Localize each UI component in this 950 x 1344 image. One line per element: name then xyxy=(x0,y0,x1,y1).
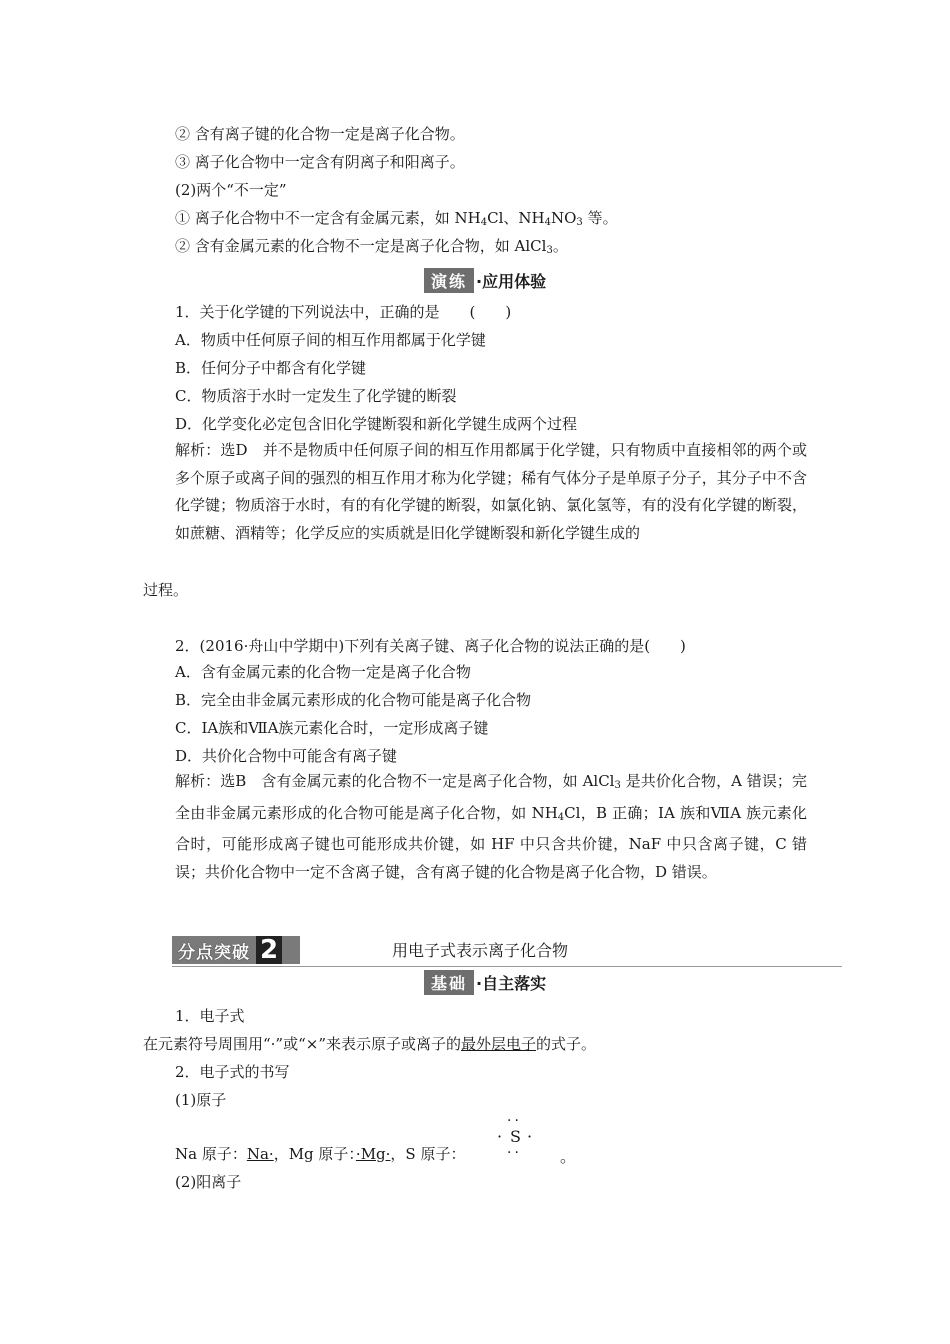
explanation xyxy=(143,437,807,547)
option-b: B．任何分子中都含有化学键 xyxy=(175,359,367,377)
s-dot-left: · xyxy=(497,1127,503,1146)
electron-formula-line xyxy=(175,1144,465,1164)
text-part: 等。 xyxy=(582,209,618,227)
underlined-term: 最外层电子 xyxy=(461,1035,537,1053)
subscript: 4 xyxy=(544,217,551,228)
na-label: Na 原子： xyxy=(175,1145,247,1163)
text-line xyxy=(175,236,568,261)
text-part: 。 xyxy=(552,237,568,255)
subscript: 4 xyxy=(557,811,565,823)
text-line: ② 含有离子键的化合物一定是离子化合物。 xyxy=(175,125,465,143)
banner-tag: 基础 xyxy=(424,970,474,995)
text-part: ② 含有金属元素的化合物不一定是离子化合物，如 AlCl xyxy=(175,237,547,255)
question-stem: 2．(2016·舟山中学期中)下列有关离子键、离子化合物的说法正确的是( ) xyxy=(175,637,686,655)
option-c: C．物质溶于水时一定发生了化学键的断裂 xyxy=(175,387,457,405)
definition xyxy=(143,1034,596,1054)
question-stem: 1．关于化学键的下列说法中，正确的是 ( ) xyxy=(175,303,512,321)
mg-label: ，Mg 原子： xyxy=(273,1145,356,1163)
option-b: B．完全由非金属元素形成的化合物可能是离子化合物 xyxy=(175,691,532,709)
heading: (1)原子 xyxy=(175,1091,227,1109)
text-part: Cl，B 正确；ⅠA 族和ⅦA 族元素化合时，可能形成离子键也可能形成共价键，如 HF 中只含共价键，NaF 中只含离子键，C 错误；共价化合物中一定不含离子键，含有离子键的化合物是离子化合物，D 错误。 xyxy=(175,803,807,881)
explanation-text xyxy=(143,768,807,886)
heading: 2．电子式的书写 xyxy=(175,1063,290,1081)
s-dots-top: ·· xyxy=(507,1113,522,1129)
banner-title: ·应用体验 xyxy=(476,271,547,291)
option-d: D．化学变化必定包含旧化学键断裂和新化学键生成两个过程 xyxy=(175,415,578,433)
text-line xyxy=(175,208,618,233)
na-formula: Na· xyxy=(246,1145,274,1163)
s-symbol: S xyxy=(510,1127,521,1146)
banner-tag: 演练 xyxy=(424,268,474,293)
topic-title: 用电子式表示离子化合物 xyxy=(392,941,569,960)
explanation-text: 解析：选D 并不是物质中任何原子间的相互作用都属于化学键，只有物质中直接相邻的两个或多个原子或离子间的强烈的相互作用才称为化学键；稀有气体分子是单原子分子，其分子中不含化学键；物质溶于水时，有的有化学键的断裂，如氯化钠、氯化氢等，有的没有化学键的断裂，如蔗糖、酒精等；化学反应的实质就是旧化学键断裂和新化学键生成的 xyxy=(175,441,807,542)
topic-tag xyxy=(172,936,300,964)
subscript: 3 xyxy=(576,217,583,228)
heading: (2)阳离子 xyxy=(175,1173,242,1191)
topic-number: 2 xyxy=(256,936,282,964)
topic-tag-label: 分点突破 xyxy=(178,942,250,963)
text-part: 是共价化合物，A 错误；完全由非金属元素形成的化合物可能是离子化合物，如 NH xyxy=(175,772,807,822)
s-label: ，S 原子： xyxy=(390,1145,466,1163)
subscript: 3 xyxy=(546,245,553,256)
text-line: (2)两个“不一定” xyxy=(175,181,287,199)
section-banner xyxy=(424,970,546,994)
banner-title: ·自主落实 xyxy=(476,973,547,993)
text-part: ① 离子化合物中不一定含有金属元素，如 NH xyxy=(175,209,481,227)
s-end: 。 xyxy=(560,1147,577,1166)
section-banner xyxy=(424,268,546,292)
text-part: 在元素符号周围用“·”或“×”来表示原子或离子的 xyxy=(143,1035,462,1053)
mg-formula: ·Mg· xyxy=(355,1145,391,1163)
option-d: D．共价化合物中可能含有离子键 xyxy=(175,747,398,765)
text-part: Cl、NH xyxy=(487,209,545,227)
text-part: NO xyxy=(550,209,577,227)
heading: 1．电子式 xyxy=(175,1007,245,1025)
option-a: A．物质中任何原子间的相互作用都属于化学键 xyxy=(175,331,486,349)
subscript: 3 xyxy=(614,780,621,791)
s-dots-bottom: ·· xyxy=(507,1145,522,1161)
text-part: 的式子。 xyxy=(536,1035,597,1053)
explanation-end: 过程。 xyxy=(143,581,189,599)
text-part: 解析：选B 含有金属元素的化合物不一定是离子化合物，如 AlCl xyxy=(175,772,615,790)
explanation xyxy=(143,768,807,886)
subscript: 4 xyxy=(480,217,488,228)
option-a: A．含有金属元素的化合物一定是离子化合物 xyxy=(175,663,471,681)
topic-header xyxy=(172,936,842,967)
text-line: ③ 离子化合物中一定含有阴离子和阳离子。 xyxy=(175,153,465,171)
option-c: C．ⅠA族和ⅦA族元素化合时，一定形成离子键 xyxy=(175,719,489,737)
s-dot-right: · xyxy=(527,1127,533,1146)
